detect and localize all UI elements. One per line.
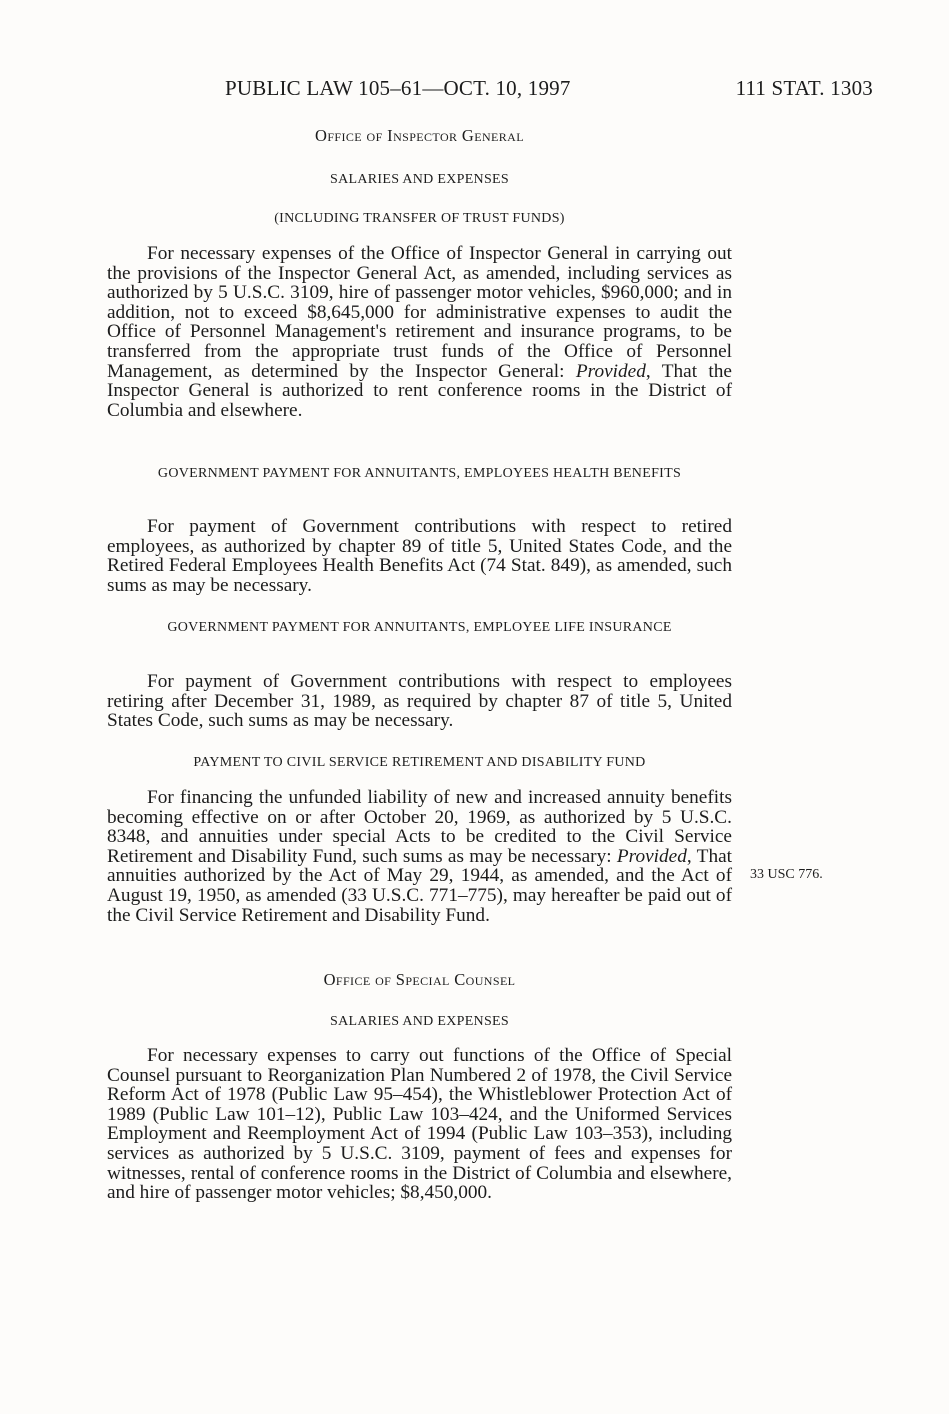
paragraph-health-benefits: For payment of Government contributions with respect to retired employees, as authorized by chapter 89 of title 5, United States Code, and the Retired Federal Employees Health Benefits Act (74 Stat. 849), as amended, such sums as may be necessary. <box>107 516 732 596</box>
section-heading-retirement-fund: PAYMENT TO CIVIL SERVICE RETIREMENT AND DISABILITY FUND <box>193 755 646 770</box>
section-heading-salaries-expenses: SALARIES AND EXPENSES <box>330 172 509 187</box>
office-heading-inspector-general: Office of Inspector General <box>315 126 524 145</box>
public-law-citation: PUBLIC LAW 105–61—OCT. 10, 1997 <box>225 76 571 100</box>
office-heading-special-counsel: Office of Special Counsel <box>323 970 516 989</box>
paragraph-special-counsel: For necessary expenses to carry out functions of the Office of Special Counsel pursuant to Reorganization Plan Numbered 2 of 1978, the Civil Service Reform Act of 1978 (Public Law 95–454), the Whistleblower Protection Act of 1989 (Public Law 101–12), Public Law 103–424, and the Uniformed Services Employment and Reemployment Act of 1994 (Public Law 103–353), including services as authorized by 5 U.S.C. 3109, payment of fees and expenses for witnesses, rental of conference rooms in the District of Columbia and elsewhere, and hire of passenger motor vehicles; $8,450,000. <box>107 1045 732 1204</box>
paragraph-life-insurance: For payment of Government contributions with respect to employees retiring after December 31, 1989, as required by chapter 87 of title 5, United States Code, such sums as may be necessary. <box>107 671 732 732</box>
paragraph-retirement-fund: For financing the unfunded liability of new and increased annuity benefits becoming effective on or after October 20, 1969, as authorized by 5 U.S.C. 8348, and annuities under special Acts to be credited to the Civil Service Retirement and Disability Fund, such sums as may be necessary: Provided, That annuities authorized by the Act of May 29, 1944, as amended, and the Act of August 19, 1950, as amended (33 U.S.C. 771–775), may hereafter be paid out of the Civil Service Retirement and Disability Fund. <box>107 787 732 926</box>
running-head <box>225 76 873 106</box>
section-heading-salaries-expenses-2: SALARIES AND EXPENSES <box>330 1014 509 1029</box>
margin-note-usc: 33 USC 776. <box>750 867 823 882</box>
section-heading-life-insurance: GOVERNMENT PAYMENT FOR ANNUITANTS, EMPLOYEE LIFE INSURANCE <box>167 620 672 635</box>
section-heading-health-benefits: GOVERNMENT PAYMENT FOR ANNUITANTS, EMPLOYEES HEALTH BENEFITS <box>157 466 682 481</box>
statute-page-number: 111 STAT. 1303 <box>735 76 873 100</box>
section-subheading-transfer: (INCLUDING TRANSFER OF TRUST FUNDS) <box>274 211 565 226</box>
paragraph-inspector-general: For necessary expenses of the Office of Inspector General in carrying out the provisions of the Inspector General Act, as amended, including services as authorized by 5 U.S.C. 3109, hire of passenger motor vehicles, $960,000; and in addition, not to exceed $8,645,000 for administrative expenses to audit the Office of Personnel Management's retirement and insurance programs, to be transferred from the appropriate trust funds of the Office of Personnel Management, as determined by the Inspector General: Provided, That the Inspector General is authorized to rent conference rooms in the District of Columbia and elsewhere. <box>107 243 732 421</box>
